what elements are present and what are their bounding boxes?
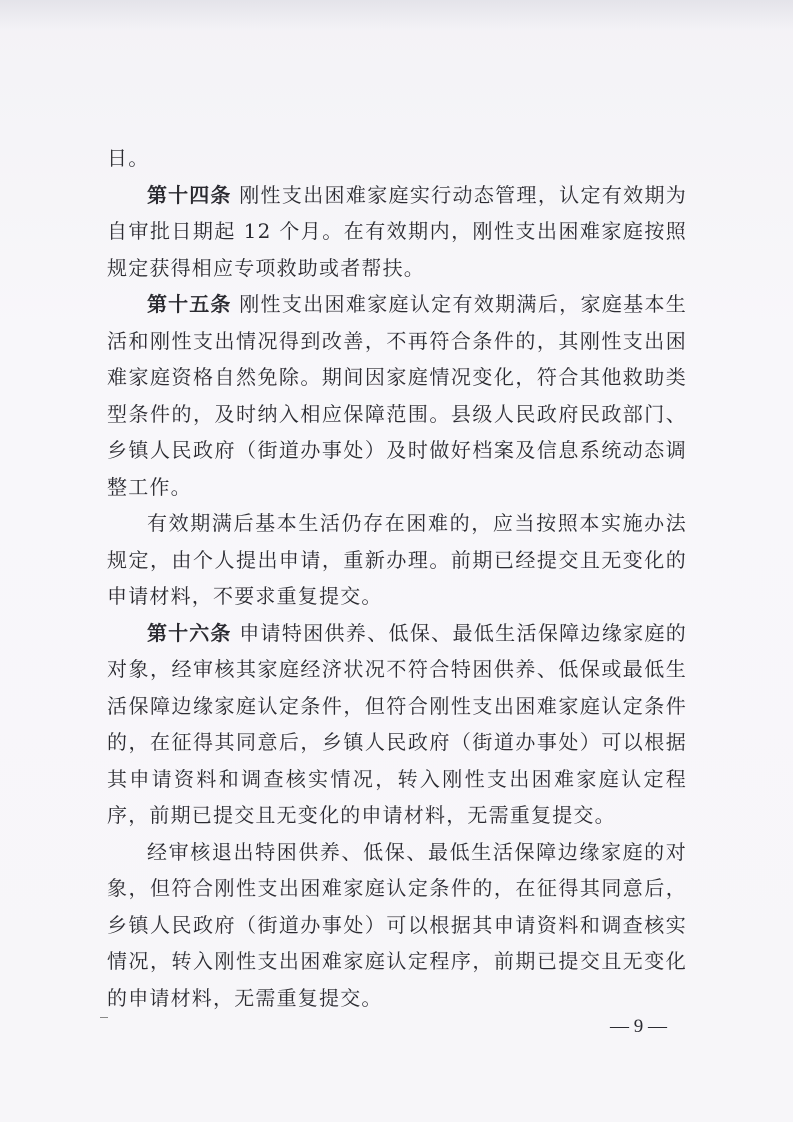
paragraph-article-14 [107,177,687,287]
article-heading: 第十四条 [147,182,232,207]
paragraph-text: 刚性支出困难家庭实行动态管理，认定有效期为自审批日期起 12 个月。在有效期内，刚性支出困难家庭按照规定获得相应专项救助或者帮扶。 [107,182,688,280]
paragraph-text: 申请特困供养、低保、最低生活保障边缘家庭的对象，经审核其家庭经济状况不符合特困供养、低保或最低生活保障边缘家庭认定条件，但符合刚性支出困难家庭认定条件的，在征得其同意后，乡镇人民政府（街道办事处）可以根据其申请资料和调查核实情况，转入刚性支出困难家庭认定程序，前期已提交且无变化的申请材料，无需重复提交。 [107,620,688,827]
paragraph-text: 有效期满后基本生活仍存在困难的，应当按照本实施办法规定，由个人提出申请，重新办理。前期已经提交且无变化的申请材料，不要求重复提交。 [107,511,687,608]
paragraph-renewal [107,505,687,615]
paragraph-article-16 [107,615,687,834]
paragraph-text: 刚性支出困难家庭认定有效期满后，家庭基本生活和刚性支出情况得到改善，不再符合条件的，其刚性支出困难家庭资格自然免除。期间因家庭情况变化，符合其他救助类型条件的，及时纳入相应保障范围。县级人民政府民政部门、乡镇人民政府（街道办事处）及时做好档案及信息系统动态调整工作。 [107,292,688,499]
paragraph-exit-transfer [107,834,687,1017]
paragraph-continuation [107,140,687,177]
page-number: — 9 — [610,1016,667,1037]
scan-mark [100,1017,108,1018]
document-body [107,140,687,1016]
article-heading: 第十五条 [147,292,232,316]
scan-edge-shadow [0,0,793,30]
article-heading: 第十六条 [147,620,232,645]
paragraph-text: 日。 [107,146,150,170]
paragraph-article-15 [107,286,687,505]
paragraph-text: 经审核退出特困供养、低保、最低生活保障边缘家庭的对象，但符合刚性支出困难家庭认定条件的，在征得其同意后，乡镇人民政府（街道办事处）可以根据其申请资料和调查核实情况，转入刚性支出困难家庭认定程序，前期已提交且无变化的申请材料，无需重复提交。 [107,839,687,1010]
